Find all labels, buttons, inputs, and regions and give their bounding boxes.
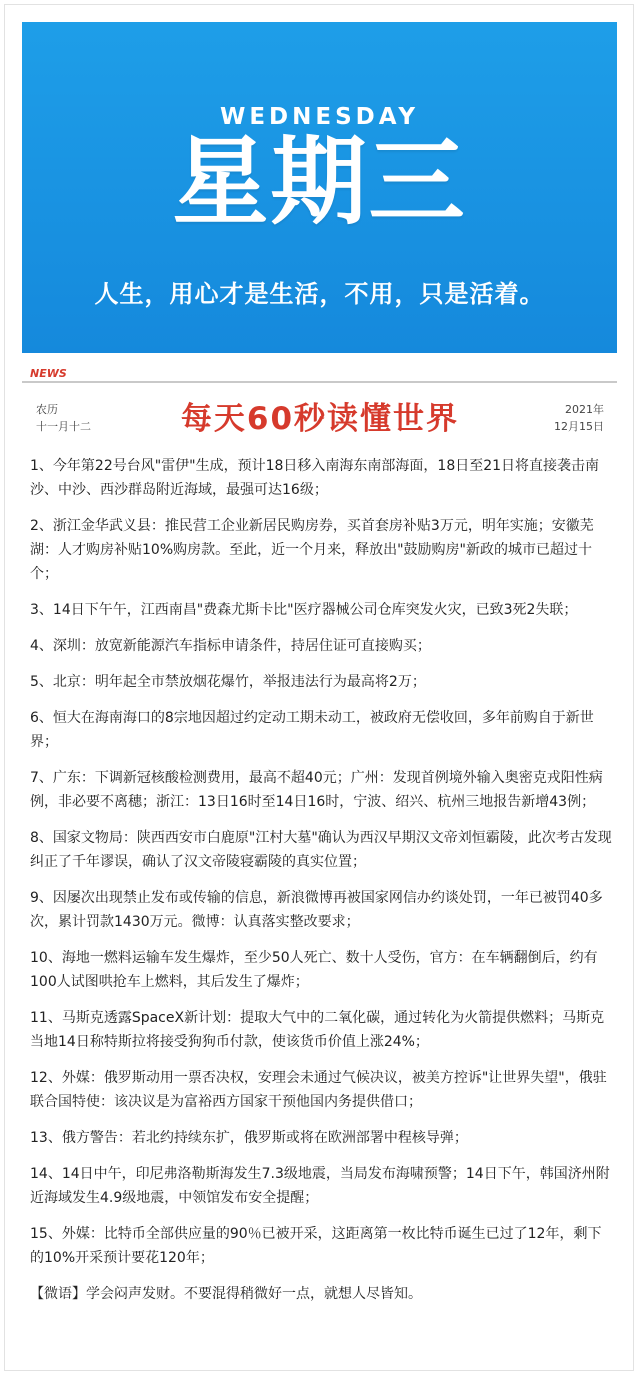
lunar-label: 农历	[36, 403, 58, 416]
news-item: 6、恒大在海南海口的8宗地因超过约定动工期未动工，被政府无偿收回，多年前购自于新世界；	[30, 710, 594, 750]
news-item: 13、俄方警告：若北约持续东扩，俄罗斯或将在欧洲部署中程核导弹；	[30, 1130, 468, 1146]
weekday-banner	[22, 22, 617, 353]
divider	[22, 381, 617, 383]
news-item: 5、北京：明年起全市禁放烟花爆竹，举报违法行为最高将2万；	[30, 674, 426, 690]
news-list	[30, 454, 614, 1318]
news-item: 1、今年第22号台风"雷伊"生成，预计18日移入南海东南部海面，18日至21日将直接袭击南沙、中沙、西沙群岛附近海域，最强可达16级；	[30, 458, 600, 498]
news-item: 7、广东：下调新冠核酸检测费用，最高不超40元；广州：发现首例境外输入奥密克戎阳性病例，非必要不离穗；浙江：13日16时至14日16时，宁波、绍兴、杭州三地报告新增43例；	[30, 770, 603, 810]
banner-quote: 人生，用心才是生活，不用，只是活着。	[94, 280, 545, 308]
weekday-english: WEDNESDAY	[219, 104, 420, 130]
date-year: 2021年	[565, 403, 604, 416]
news-item: 14、14日中午，印尼弗洛勒斯海发生7.3级地震，当局发布海啸预警；14日下午，韩国济州附近海域发生4.9级地震，中领馆发布安全提醒；	[30, 1166, 610, 1206]
date-month-day: 12月15日	[554, 420, 604, 433]
news-item: 4、深圳：放宽新能源汽车指标申请条件，持居住证可直接购买；	[30, 638, 431, 654]
gregorian-date-block	[554, 401, 604, 435]
news-item: 3、14日下午午，江西南昌"费森尤斯卡比"医疗器械公司仓库突发火灾，已致3死2失联；	[30, 602, 578, 618]
news-tag: NEWS	[30, 367, 67, 380]
news-item: 10、海地一燃料运输车发生爆炸，至少50人死亡、数十人受伤，官方：在车辆翻倒后，约有100人试图哄抢车上燃料，其后发生了爆炸；	[30, 950, 598, 990]
news-item: 9、因屡次出现禁止发布或传输的信息，新浪微博再被国家网信办约谈处罚，一年已被罚40多次，累计罚款1430万元。微博：认真落实整改要求；	[30, 890, 603, 930]
news-item: 15、外媒：比特币全部供应量的90％已被开采，这距离第一枚比特币诞生已过了12年，剩下的10%开采预计要花120年；	[30, 1226, 602, 1266]
news-item: 2、浙江金华武义县：推民营工企业新居民购房券，买首套房补贴3万元，明年实施；安徽芜湖：人才购房补贴10%购房款。至此，近一个月来，释放出"鼓励购房"新政的城市已超过十个；	[30, 518, 594, 582]
weekday-chinese: 星期三	[172, 126, 467, 238]
news-item: 11、马斯克透露SpaceX新计划：提取大气中的二氧化碳，通过转化为火箭提供燃料；马斯克当地14日称特斯拉将接受狗狗币付款，使该货币价值上涨24%；	[30, 1010, 605, 1050]
news-item: 8、国家文物局：陕西西安市白鹿原"江村大墓"确认为西汉早期汉文帝刘恒霸陵，此次考古发现纠正了千年谬误，确认了汉文帝陵寝霸陵的真实位置；	[30, 830, 612, 870]
daily-quote: 【微语】学会闷声发财。不要混得稍微好一点，就想人尽皆知。	[30, 1286, 422, 1302]
lunar-date: 十一月十二	[36, 420, 91, 433]
news-item: 12、外媒：俄罗斯动用一票否决权，安理会未通过气候决议，被美方控诉"让世界失望"，俄驻联合国特使：该决议是为富裕西方国家干预他国内务提供借口；	[30, 1070, 607, 1110]
headline-title: 每天60秒读懂世界	[180, 401, 460, 437]
